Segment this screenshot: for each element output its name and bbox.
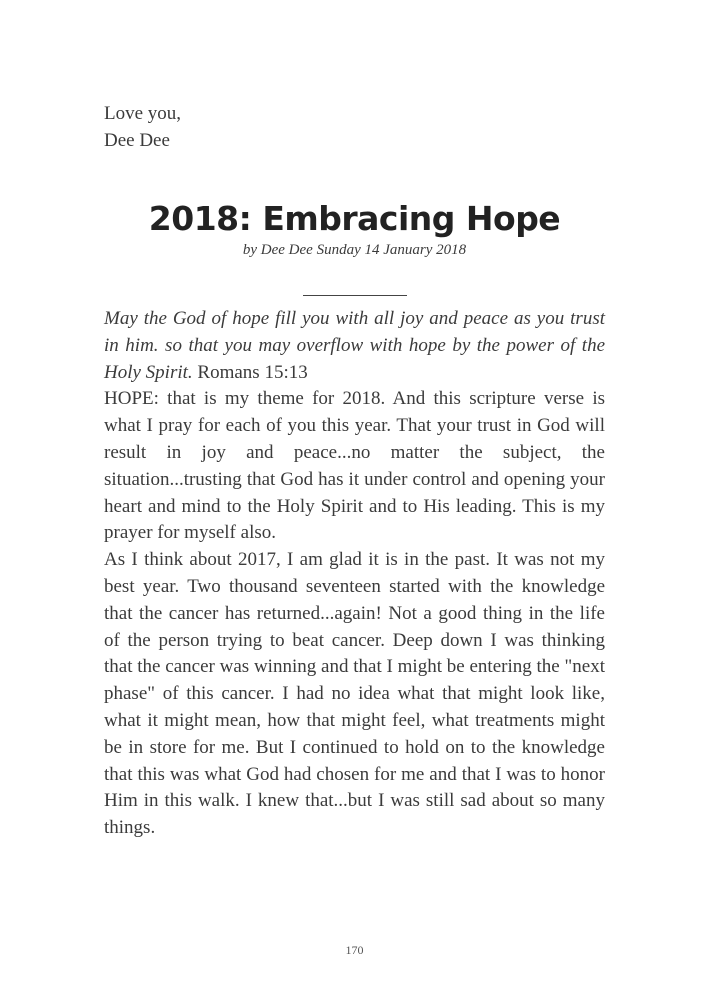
scripture-reference: Romans 15:13: [197, 361, 308, 383]
byline: by Dee Dee Sunday 14 January 2018: [242, 242, 467, 258]
closing-line: Love you,: [104, 103, 182, 124]
scripture-paragraph: [104, 306, 605, 386]
letter-closing: [104, 100, 605, 154]
paragraph: HOPE: that is my theme for 2018. And this scripture verse is what I pray for each of you this year. That your trust in God will result in joy and peace...no matter the subject, the situation...trusting that God has it under control and opening your heart and mind to the Holy Spirit and to His leading. This is my prayer for myself also.: [104, 388, 605, 544]
paragraph: As I think about 2017, I am glad it is in the past. It was not my best year. Two thousand seventeen started with the knowledge that the cancer has returned...again! Not a good thing in the life of the person trying to beat cancer. Deep down I was thinking that the cancer was winning and that I might be entering the "next phase" of this cancer. I had no idea what that might look like, what it might mean, how that might feel, what treatments might be in store for me. But I continued to hold on to the knowledge that this was what God had chosen for me and that I was to honor Him in this walk. I knew that...but I was still sad about so many things.: [104, 549, 605, 839]
scripture-quote: May the God of hope fill you with all joy and peace as you trust in him. so that you may overflow with hope by the power of the Holy Spirit.: [104, 308, 605, 383]
chapter-title: 2018: Embracing Hope: [148, 199, 561, 238]
body-text: [104, 306, 605, 842]
closing-signature: Dee Dee: [104, 130, 170, 151]
page-number: 170: [345, 943, 364, 957]
section-divider: [303, 295, 407, 296]
